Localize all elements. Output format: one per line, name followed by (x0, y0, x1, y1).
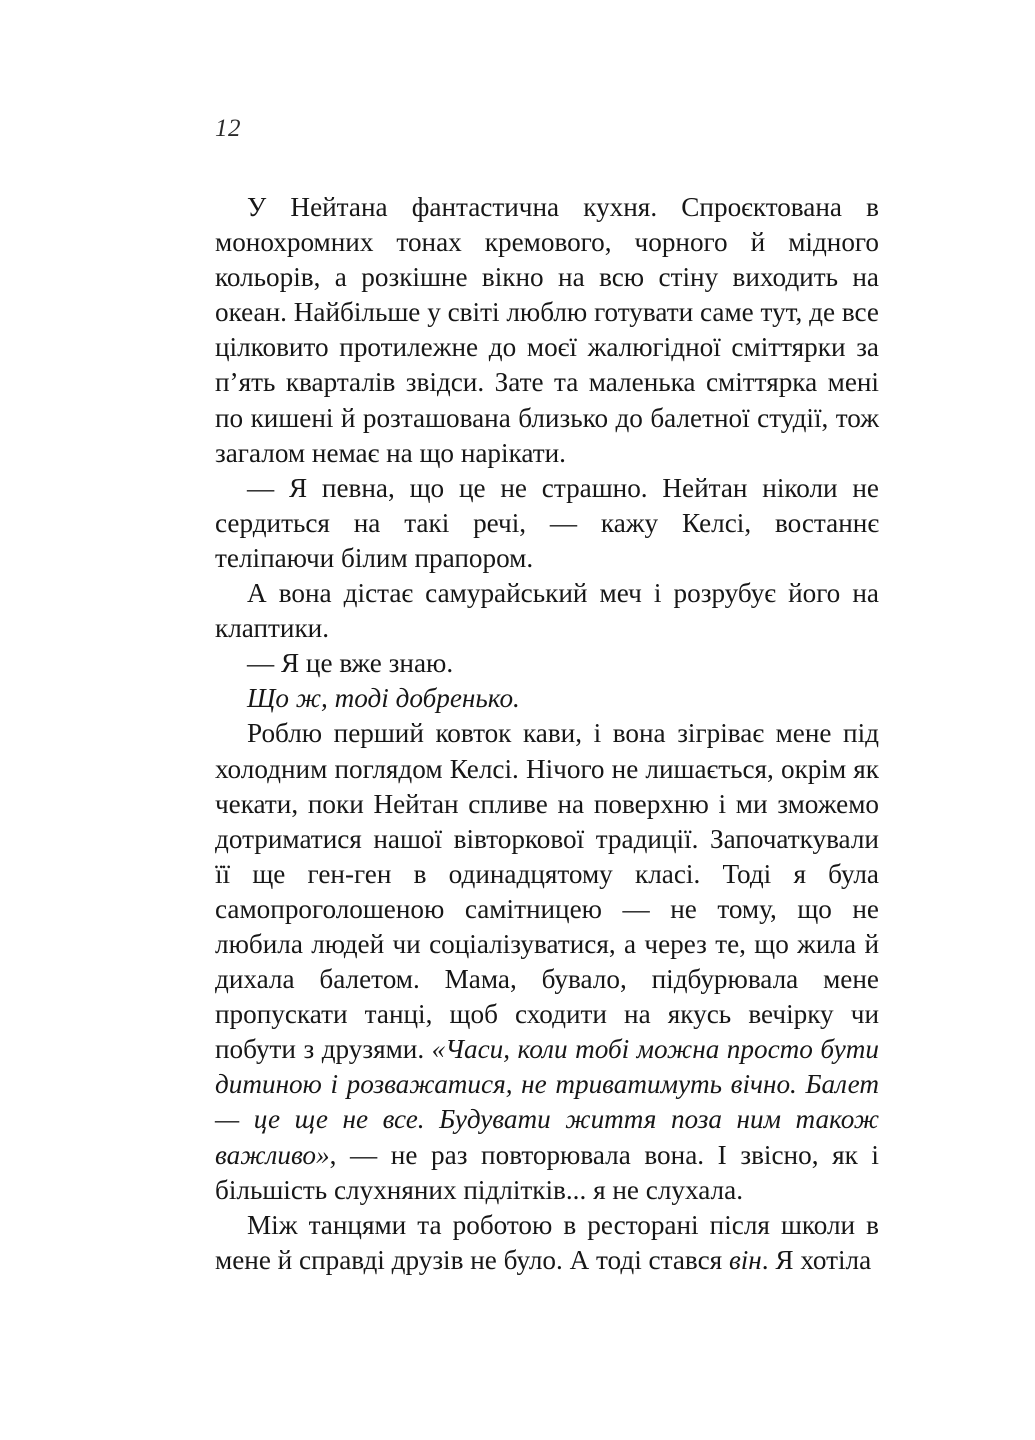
paragraph: Що ж, тоді добренько. (247, 683, 520, 714)
italic-run: він (728, 1244, 762, 1275)
italic-run: «Часи, коли тобі можна просто бути дитиною і розважатися, не триватимуть вічно. Балет — це ще не все. Будувати життя поза ним також важливо» (215, 1034, 879, 1170)
page-number: 12 (215, 115, 241, 142)
paragraph: — Я певна, що це не страшно. Нейтан ніколи не сердиться на такі речі, — кажу Келсі, востаннє теліпаючи білим прапором. (215, 472, 879, 573)
paragraph: Між танцями та роботою в ресторані після школи в мене й справді друзів не було. А тоді стався він. Я хотіла (215, 1209, 879, 1275)
paragraph: — Я це вже знаю. (247, 648, 454, 679)
paragraph: А вона дістає самурайський меч і розрубує його на клаптики. (215, 578, 879, 644)
paragraph: У Нейтана фантастична кухня. Спроєктована в монохромних тонах кремового, чорного й мідного кольорів, а розкішне вікно на всю стіну виходить на океан. Найбільше у світі люблю готувати саме тут, де все цілковито протилежне до моєї жалюгідної сміттярки за п’ять кварталів звідси. Зате та маленька сміттярка мені по кишені й розташована близько до балетної студії, тож загалом немає на що нарікати. (215, 192, 879, 468)
paragraph: Роблю перший ковток кави, і вона зігріває мене під холодним поглядом Келсі. Нічого не лишається, окрім як чекати, поки Нейтан спливе на поверхню і ми зможемо дотриматися нашої вівторкової традиції. Започаткували її ще ген-ген в одинадцятому класі. Тоді я була самопроголошеною самітницею — не тому, що не любила людей чи соціалізуватися, а через те, що жила й дихала балетом. Мама, бувало, підбурювала мене пропускати танці, щоб сходити на якусь вечірку чи побути з друзями. «Часи, коли тобі можна просто бути дитиною і розважатися, не триватимуть вічно. Балет — це ще не все. Будувати життя поза ним також важливо», — не раз повторювала вона. І звісно, як і більшість слухняних підлітків... я не слухала. (215, 718, 879, 1205)
body-text-block (215, 190, 879, 1278)
